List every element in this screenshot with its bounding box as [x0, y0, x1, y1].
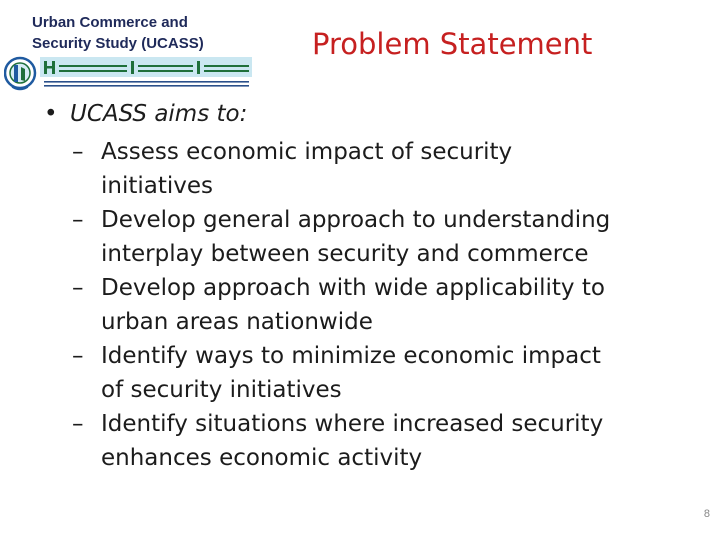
dash-icon: – [72, 207, 84, 233]
list-item [44, 339, 694, 407]
list-item-text: Assess economic impact of security [101, 139, 513, 165]
homeland-security-university-programs-logo [4, 53, 254, 93]
list-item-text: Develop general approach to understanding [101, 207, 611, 233]
lead-text: UCASS aims to: [70, 101, 248, 127]
list-item-text: urban areas nationwide [101, 309, 373, 335]
list-item-text: interplay between security and commerce [101, 241, 589, 267]
list-item-text: enhances economic activity [101, 445, 423, 471]
list-item-text: of security initiatives [101, 377, 342, 403]
seal-icon [5, 58, 35, 90]
dash-icon: – [72, 139, 84, 165]
list-item-text: Develop approach with wide applicability to [101, 275, 605, 301]
page-title: Problem Statement [312, 27, 593, 61]
list-item-text: Identify ways to minimize economic impact [101, 343, 601, 369]
study-title [32, 12, 262, 54]
dash-icon: – [72, 275, 84, 301]
dash-icon: – [72, 411, 84, 437]
study-title-line-2: Security Study (UCASS) [32, 35, 204, 52]
list-item-text: Identify situations where increased security [101, 411, 604, 437]
list-item [44, 271, 694, 339]
study-title-line-1: Urban Commerce and [32, 14, 188, 31]
aims-list [44, 135, 694, 475]
slide-content [44, 96, 694, 475]
list-item [44, 407, 694, 475]
list-item [44, 135, 694, 203]
list-item-text: initiatives [101, 173, 214, 199]
lead-bullet [44, 96, 694, 132]
bullet-icon: • [44, 101, 58, 127]
list-item [44, 203, 694, 271]
dash-icon: – [72, 343, 84, 369]
tagline-icon [44, 81, 249, 87]
page-number: 8 [703, 508, 710, 520]
